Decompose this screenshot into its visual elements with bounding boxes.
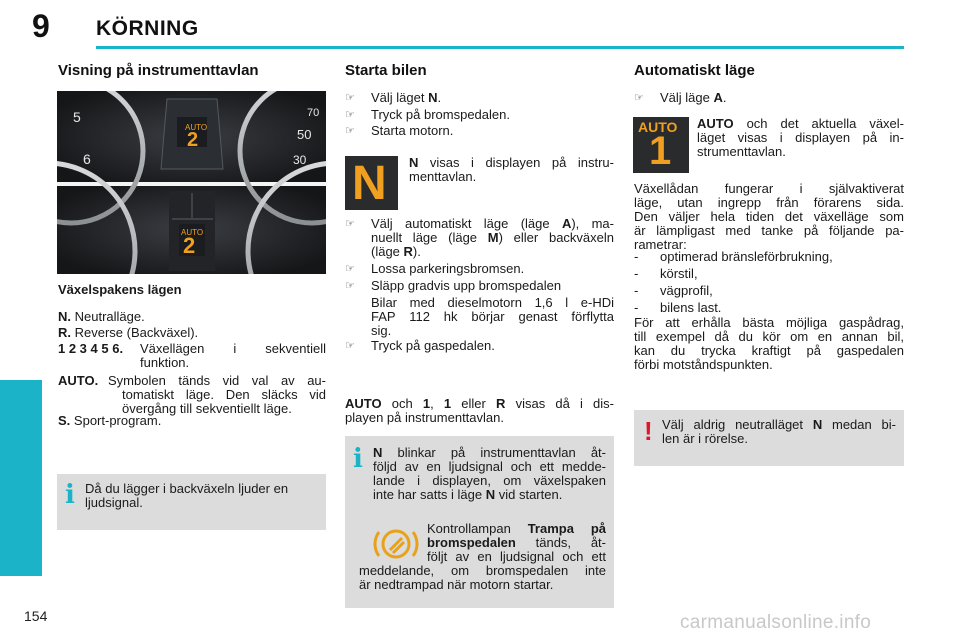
diesel-note-2: FAP 112 hk börjar genast förflytta (371, 309, 614, 324)
arrow-bullet-icon: ☞ (345, 218, 355, 230)
cluster-gear-lower: 2 (183, 233, 196, 258)
info-reverse-line1: Då du lägger i backväxeln ljuder en (85, 481, 289, 496)
cluster-auto-label-upper: AUTO (185, 123, 208, 132)
param-item-4: - bilens last. (634, 300, 722, 315)
start-step-4-line3: (läge R). (371, 244, 421, 259)
tick-label-50: 50 (297, 127, 312, 142)
auto-1-display-icon: AUTO 1 (633, 117, 689, 173)
info-box-neutral (345, 436, 614, 608)
brake-text-3: följt av en ljudsignal och ett (427, 549, 606, 564)
watermark: carmanualsonline.info (680, 612, 872, 633)
auto-para-1: Växellådan fungerar i självaktiverat (634, 181, 904, 196)
section-heading-display: Visning på instrumenttavlan (58, 62, 259, 79)
chapter-side-tab (0, 380, 42, 576)
auto-display-text-2: playen på instrumenttavlan. (345, 410, 504, 425)
chapter-title: KÖRNING (96, 17, 199, 40)
def-n: N. Neutralläge. (58, 309, 145, 324)
def-auto-desc: Symbolen tänds vid val av au- (108, 373, 326, 388)
tick-label-30: 30 (293, 153, 307, 167)
diesel-note-3: sig. (371, 323, 392, 338)
auto-para-5: rametrar: (634, 237, 687, 252)
overtake-para-2: till exempel då du kör om en annan bil, (634, 329, 904, 344)
def-auto-term: AUTO. (58, 373, 99, 388)
info-neutral-4: inte har satts i läge N vid starten. (373, 487, 563, 502)
tick-label-70: 70 (307, 107, 320, 119)
def-gears-term: 1 2 3 4 5 6. (58, 341, 124, 356)
auto-para-2: läge, utan ingrepp från förarens sida. (634, 195, 904, 210)
def-r: R. Reverse (Backväxel). (58, 325, 199, 340)
info-icon: i (353, 444, 363, 474)
param-item-1: - optimerad bränsleförbrukning, (634, 249, 833, 264)
warning-text-1: Välj aldrig neutralläget N medan bi- (662, 417, 896, 432)
arrow-bullet-icon: ☞ (634, 92, 644, 104)
warning-box-neutral (634, 410, 904, 466)
cluster-auto-label-lower: AUTO (181, 228, 204, 237)
instrument-cluster-image (57, 91, 326, 274)
cluster-gear-upper: 2 (187, 129, 199, 151)
start-step-4-line2: nuellt läge (läge M) eller backväxeln (371, 230, 615, 245)
info-icon: i (65, 480, 75, 510)
def-auto-desc3: övergång till sekventiellt läge. (122, 401, 292, 416)
auto-icon-text-1: AUTO och det aktuella växel- (697, 116, 904, 131)
warning-icon: ! (644, 416, 653, 446)
info-neutral-2: följd av en ljudsignal och ett medde- (373, 459, 606, 474)
brake-text-4: meddelande, om bromspedalen inte (359, 563, 606, 578)
param-item-2: - körstil, (634, 266, 698, 281)
section-heading-auto: Automatiskt läge (634, 62, 755, 79)
arrow-bullet-icon: ☞ (345, 340, 355, 352)
auto-para-4: är lämpligast med tanke på följande pa- (634, 223, 904, 238)
param-item-3: - vägprofil, (634, 283, 713, 298)
n-display-icon: N (345, 156, 398, 210)
auto-icon-text-2: läget visas i displayen på in- (697, 130, 904, 145)
arrow-bullet-icon: ☞ (345, 280, 355, 292)
info-reverse-line2: ljudsignal. (85, 495, 143, 510)
overtake-para-1: För att erhålla bästa möjliga gaspådrag, (634, 315, 904, 330)
page-number: 154 (24, 608, 48, 624)
def-gears-desc: Växellägen i sekventiell (140, 341, 326, 356)
overtake-para-3: kan du trycka kraftigt på gaspedalen (634, 343, 904, 358)
warning-text-2: len är i rörelse. (662, 431, 748, 446)
info-box-reverse (57, 474, 326, 530)
n-display-text-1: N visas i displayen på instru- (409, 155, 614, 170)
tick-label-6: 6 (83, 151, 91, 167)
auto-para-3: Den väljer hela tiden det växelläge som (634, 209, 904, 224)
header-rule (96, 46, 904, 49)
diesel-note-1: Bilar med dieselmotorn 1,6 l e-HDi (371, 295, 614, 310)
arrow-bullet-icon: ☞ (345, 92, 355, 104)
def-s: S. Sport-program. (58, 413, 162, 428)
tick-label-5: 5 (73, 109, 81, 125)
brake-text-1: Kontrollampan Trampa på (427, 521, 606, 536)
brake-text-5: är nedtrampad när motorn startar. (359, 577, 554, 592)
arrow-bullet-icon: ☞ (345, 109, 355, 121)
arrow-bullet-icon: ☞ (345, 125, 355, 137)
info-neutral-3: lande i displayen, om växelspaken (373, 473, 606, 488)
arrow-bullet-icon: ☞ (345, 263, 355, 275)
auto-display-text-1: AUTO och 1, 1 eller R visas då i dis- (345, 396, 614, 411)
overtake-para-4: förbi motståndspunkten. (634, 357, 773, 372)
brake-text-2: bromspedalen tänds, åt- (427, 535, 606, 550)
def-auto-desc2: tomatiskt läge. Den släcks vid (122, 387, 326, 402)
gear-positions-heading: Växelspakens lägen (58, 282, 182, 297)
chapter-number: 9 (32, 8, 50, 44)
auto-icon-text-3: strumenttavlan. (697, 144, 786, 159)
info-neutral-1: N blinkar på instrumenttavlan åt- (373, 445, 606, 460)
n-display-text-2: menttavlan. (409, 169, 477, 184)
brake-pedal-warning-icon (373, 524, 419, 564)
def-gears-desc2: funktion. (140, 355, 190, 370)
section-heading-start: Starta bilen (345, 62, 427, 79)
